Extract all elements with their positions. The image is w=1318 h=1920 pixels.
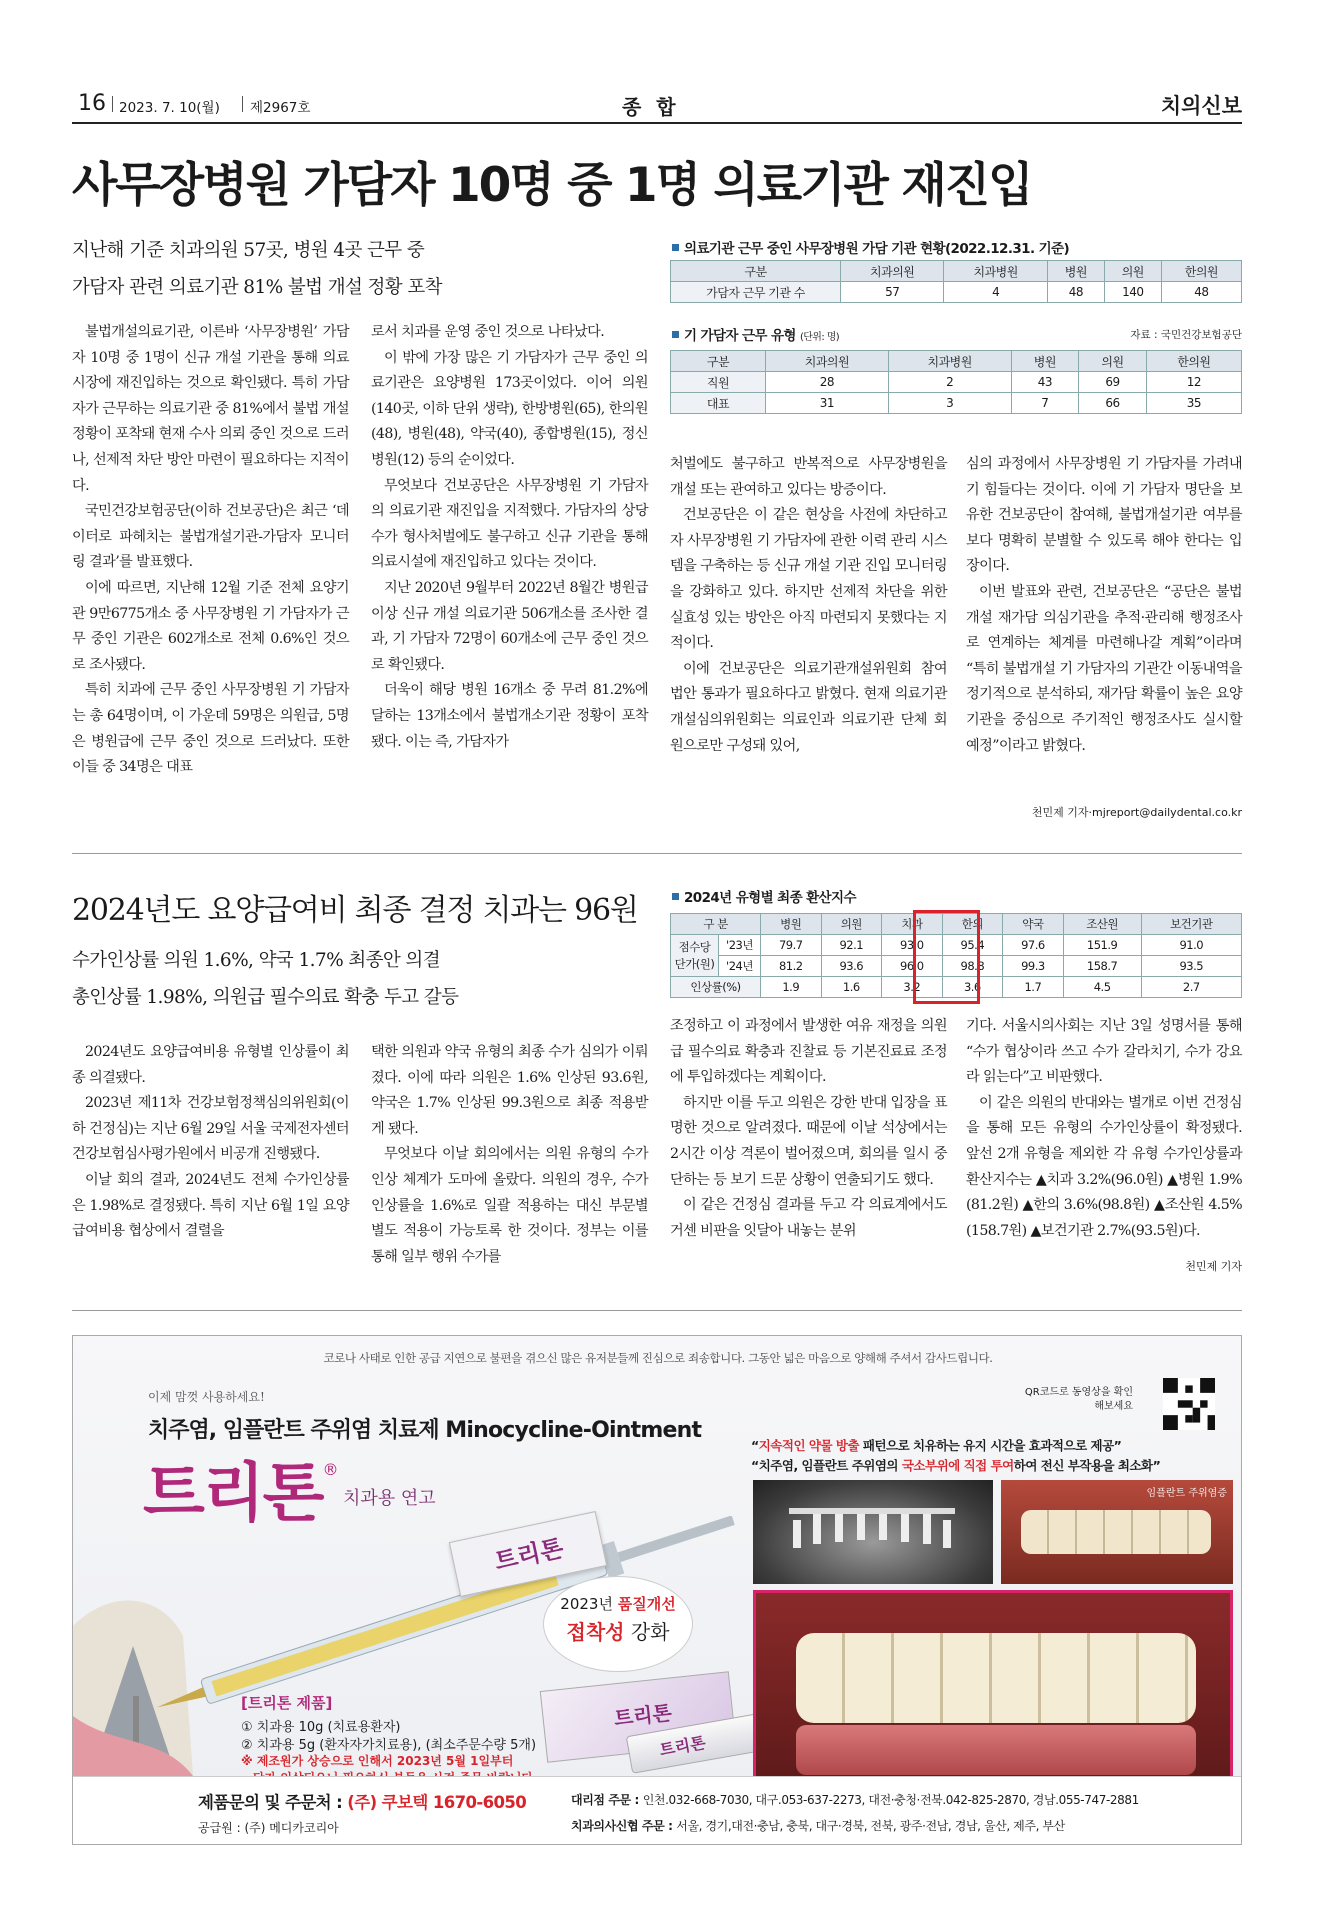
section-name: 종 합 [622, 95, 680, 119]
ad-footer [73, 1776, 1242, 1845]
table2-source: 자료 : 국민건강보험공단 [1130, 329, 1242, 341]
ad-note-1: ※ 제조원가 상승으로 인해서 2023년 5월 1일부터 [241, 1754, 514, 1768]
ad-product-box: 트리톤 [540, 1671, 736, 1762]
table3: 구 분 병원 의원 치과 한의 약국 조산원 보건기관 점수당 단가(원) '23년 79.7 92.1 93.0 95.4 97.6 151.9 91.0 '24년 81.2 93.6 96.0 98.8 99.3 158.7 93.5 인상률(%) 1.9 1.6 3.2 3.6 1.7 4.5 2.7 [670, 913, 1242, 998]
table1: 구분 치과의원 치과병원 병원 의원 한의원 가담자 근무 기관 수 57 4 48 140 48 [670, 260, 1242, 303]
newspaper-name: 치의신보 [1160, 94, 1242, 118]
issue-number: 제2967호 [250, 100, 311, 116]
article2-byline: 천민제 기자 [1185, 1260, 1242, 1273]
article1-column-1: 불법개설의료기관, 이른바 ‘사무장병원’ 가담자 10명 중 1명이 신규 개설 기관을 통해 의료시장에 재진입하는 것으로 확인됐다. 특히 가담자가 근무하는 의료기관 중 81%에서 불법 개설 정황이 포착돼 현재 수사 의뢰 중인 것으로 드러나, 선제적 차단 방안 마련이 필요하다는 지적이다. 국민건강보험공단(이하 건보공단)은 최근 ‘데이터로 파헤치는 불법개설기관-가담자 모니터링 결과’를 발표했다. 이에 따르면, 지난해 12월 기준 전체 요양기관 9만6775개소 중 사무장병원 기 가담자가 근무 중인 기관은 602개소로 전체 0.6%인 것으로 조사됐다. 특히 치과에 근무 중인 사무장병원 기 가담자는 총 64명이며, 이 가운데 59명은 의원급, 5명은 병원급에 근무 중인 것으로 드러났다. 또한 이들 중 34명은 대표 [72, 324, 349, 776]
table2: 구분 치과의원 치과병원 병원 의원 한의원 직원 28 2 43 69 12 대표 31 3 7 66 35 [670, 350, 1242, 414]
article2-column-1: 2024년도 요양급여비용 유형별 인상률이 최종 의결됐다. 2023년 제11차 건강보험정책심의위원회(이하 건정심)는 지난 6월 29일 서울 국제전자센터 건강보험심사평가원에서 비공개 진행됐다. 이날 회의 결과, 2024년도 전체 수가인상률은 1.98%로 결정됐다. 특히 지난 6월 1일 요양급여비용 협상에서 결렬을 [72, 1044, 349, 1240]
article1-column-2: 로서 치과를 운영 중인 것으로 나타났다. 이 밖에 가장 많은 기 가담자가 근무 중인 의료기관은 요양병원 173곳이었다. 이어 의원(140곳, 이하 단위 생략), 한방병원(65), 한의원(48), 병원(48), 약국(40), 종합병원(15), 정신병원(12) 등의 순이었다. 무엇보다 건보공단은 사무장병원 기 가담자의 의료기관 재진입을 지적했다. 가담자의 상당수가 형사처벌에도 불구하고 신규 기관을 통해 의료시설에 재진입하고 있다는 것이다. 지난 2020년 9월부터 2022년 8월간 병원급 이상 신규 개설 의료기관 506개소를 조사한 결과, 기 가담자 72명이 60개소에 근무 중인 것으로 확인됐다. 더욱이 해당 병원 16개소 중 무려 81.2%에 달하는 13개소에서 불법개소기관 정황이 포착됐다. 이는 즉, 가담자가 [371, 324, 648, 750]
issue-date: 2023. 7. 10(월) [119, 100, 220, 116]
ad-coop-line: 치과의사신협 주문 : 서울, 경기,대전·충남, 충북, 대구·경북, 전북, 광주·전남, 경남, 울산, 제주, 부산 [571, 1819, 1065, 1833]
table1-title: 의료기관 근무 중인 사무장병원 가담 기관 현황(2022.12.31. 기준) [672, 237, 1069, 257]
ad-order-line: 제품문의 및 주문처 : (주) 쿠보텍 1670-6050 [198, 1793, 527, 1812]
ad-badge: 2023년 품질개선 접착성 강화 [543, 1576, 693, 1672]
ad-brand: 트리톤® [143, 1457, 339, 1531]
ad-supplier: 공급원 : (주) 메디카코리아 [198, 1821, 339, 1835]
page-header [72, 88, 1242, 122]
article2-column-2: 택한 의원과 약국 유형의 최종 수가 심의가 이뤄졌다. 이에 따라 의원은 1.6% 인상된 93.6원, 약국은 1.7% 인상된 99.3원으로 최종 적용받게 됐다. 무엇보다 이날 회의에서는 의원 유형의 수가인상 체계가 도마에 올랐다. 의원의 경우, 수가인상률을 1.6%로 일괄 적용하는 대신 부문별 별도 적용이 가능토록 한 것이다. 정부는 이를 통해 일부 행위 수가를 [371, 1044, 648, 1265]
advertisement [72, 1335, 1242, 1845]
article1-byline: 천민제 기자·mjreport@dailydental.co.kr [1031, 806, 1242, 819]
article2-column-4: 기다. 서울시의사회는 지난 3일 성명서를 통해 “수가 협상이라 쓰고 수가 갈라치기, 수가 강요라 읽는다”고 비판했다. 이 같은 의원의 반대와는 별개로 이번 건정심을 통해 모든 유형의 수가인상률이 확정됐다. 앞선 2개 유형을 제외한 각 유형 수가인상률과 환산지수는 ▲치과 3.2%(96.0원) ▲병원 1.9%(81.2원) ▲한의 3.6%(98.8원) ▲조산원 4.5%(158.7원) ▲보건기관 2.7%(93.5원)다. [966, 1018, 1242, 1239]
table3-title: 2024년 유형별 최종 환산지수 [672, 886, 856, 906]
ad-tagline: 이제 맘껏 사용하세요! [148, 1390, 265, 1404]
table3-highlight-box [913, 910, 980, 1004]
article1-column-4: 심의 과정에서 사무장병원 기 가담자를 가려내기 힘들다는 것이다. 이에 기 가담자 명단을 보유한 건보공단이 참여해, 불법개설기관 여부를 보다 명확히 분별할 수 있도록 해야 한다는 입장이다. 이번 발표와 관련, 건보공단은 “공단은 불법개설 재가담 의심기관을 추적·관리해 행정조사로 연계하는 체계를 마련해나갈 계획”이라며 “특히 불법개설 기 가담자의 기관간 이동내역을 정기적으로 분석하되, 재가담 확률이 높은 요양기관을 중심으로 주기적인 행정조사도 실시할 예정”이라고 밝혔다. [966, 456, 1242, 754]
ad-notice: 코로나 사태로 인한 공급 지연으로 불편을 겪으신 많은 유저분들께 진심으로 죄송합니다. 그동안 넓은 마음으로 양해해 주셔서 감사드립니다. [323, 1351, 993, 1365]
page-number: 16 [78, 91, 106, 116]
ad-product-line: 치주염, 임플란트 주위염 치료제 Minocycline-Ointment [148, 1418, 702, 1443]
article1-subheadline-1: 지난해 기준 치과의원 57곳, 병원 4곳 근무 중 [72, 240, 425, 261]
ad-quote-2: “치주염, 임플란트 주위염의 국소부위에 직접 투여하여 전신 부작용을 최소화” [751, 1458, 1161, 1473]
qr-code-icon[interactable] [1163, 1378, 1215, 1430]
ad-quote-1: “지속적인 약물 방출 패턴으로 치유하는 유지 시간을 효과적으로 제공” [751, 1438, 1122, 1453]
article2-subheadline-2: 총인상률 1.98%, 의원급 필수의료 확충 두고 갈등 [72, 987, 459, 1008]
ad-tube-left: 트리톤 [449, 1511, 607, 1597]
ad-products-title: [트리톤 제품] [241, 1694, 333, 1712]
ad-dealer-line: 대리점 주문 : 인천.032-668-7030, 대구.053-637-2273, 대전·충청·전북.042-825-2870, 경남.055-747-2881 [571, 1793, 1139, 1807]
ad-photo-before: 임플란트 주위염증 [1001, 1480, 1233, 1584]
ad-product-1: ① 치과용 10g (치료용환자) [241, 1720, 401, 1735]
article2-column-3: 조정하고 이 과정에서 발생한 여유 재정을 의원급 필수의료 확충과 진찰료 등 기본진료료 조정에 투입하겠다는 계획이다. 하지만 이를 두고 의원은 강한 반대 입장을 표명한 것으로 알려졌다. 때문에 이날 석상에서는 2시간 이상 격론이 벌어졌으며, 회의를 일시 중단하는 등 보기 드문 상황이 연출되기도 했다. 이 같은 건정심 결과를 두고 각 의료계에서도 거센 비판을 잇달아 내놓는 분위 [670, 1018, 947, 1239]
article2-subheadline-1: 수가인상률 의원 1.6%, 약국 1.7% 최종안 의결 [72, 950, 440, 971]
ad-photo-after [753, 1590, 1233, 1806]
ad-product-2: ② 치과용 5g (환자자가치료용), (최소주문수량 5개) [241, 1738, 537, 1753]
ad-brand-subtitle: 치과용 연고 [343, 1488, 436, 1509]
article1-headline: 사무장병원 가담자 10명 중 1명 의료기관 재진입 [72, 158, 1032, 213]
ad-qr-caption: QR코드로 동영상을 확인해보세요 [1024, 1387, 1133, 1412]
ad-xray-image [753, 1480, 993, 1584]
article1-column-3: 처벌에도 불구하고 반복적으로 사무장병원을 개설 또는 관여하고 있다는 방증이다. 건보공단은 이 같은 현상을 사전에 차단하고자 사무장병원 기 가담자에 관한 이력 관리 시스템을 구축하는 등 신규 개설 기관 진입 모니터링을 강화하고 있다. 하지만 선제적 차단을 위한 실효성 있는 방안은 아직 마련되지 못했다는 지적이다. 이에 건보공단은 의료기관개설위원회 참여 법안 통과가 필요하다고 밝혔다. 현재 의료기관개설심의위원회는 의료인과 의료기관 단체 회원으로만 구성돼 있어, [670, 456, 947, 754]
article1-subheadline-2: 가담자 관련 의료기관 81% 불법 개설 정황 포착 [72, 277, 442, 298]
article2-headline: 2024년도 요양급여비 최종 결정 치과는 96원 [72, 893, 638, 928]
ad-product-tube: 트리톤 [626, 1712, 770, 1774]
table2-title: 기 가담자 근무 유형 (단위: 명) [672, 324, 839, 344]
